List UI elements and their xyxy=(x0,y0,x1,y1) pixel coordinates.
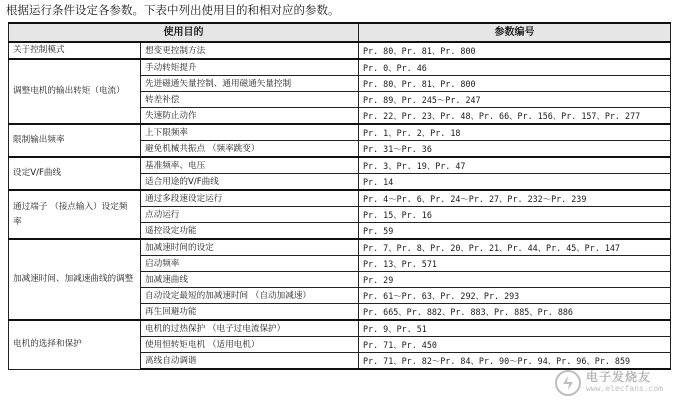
param-cell: Pr. 80、Pr. 81、Pr. 800 xyxy=(359,42,671,59)
purpose-cell: 转差补偿 xyxy=(141,92,359,108)
param-cell: Pr. 14 xyxy=(359,174,671,191)
watermark-name: 电子发烧友 xyxy=(585,370,651,384)
intro-text: 根据运行条件设定各参数。下表中列出使用目的和相对应的参数。 xyxy=(6,3,340,17)
purpose-cell: 自动设定最短的加减速时间 （自动加减速） xyxy=(141,288,359,304)
param-cell: Pr. 71、Pr. 450 xyxy=(359,337,671,353)
param-cell: Pr. 665、Pr. 882、Pr. 883、Pr. 885、Pr. 886 xyxy=(359,304,671,321)
category-cell: 加减速时间、加减速曲线的调整 xyxy=(9,239,141,320)
param-cell: Pr. 22、Pr. 23、Pr. 48、Pr. 66、Pr. 156、Pr. 157、Pr. 277 xyxy=(359,108,671,125)
purpose-cell: 失速防止动作 xyxy=(141,108,359,125)
purpose-cell: 加减速曲线 xyxy=(141,272,359,288)
param-cell: Pr. 0、Pr. 46 xyxy=(359,59,671,76)
param-cell: Pr. 59 xyxy=(359,223,671,240)
parameter-table xyxy=(8,22,671,370)
purpose-cell: 使用恒转矩电机 （适用电机） xyxy=(141,337,359,353)
purpose-cell: 避免机械共振点 （频率跳变） xyxy=(141,141,359,158)
table-body xyxy=(9,42,671,369)
param-cell: Pr. 71、Pr. 82～Pr. 84、Pr. 90～Pr. 94、Pr. 96、Pr. 859 xyxy=(359,353,671,370)
purpose-cell: 离线自动调谐 xyxy=(141,353,359,370)
param-cell: Pr. 31～Pr. 36 xyxy=(359,141,671,158)
category-cell: 电机的选择和保护 xyxy=(9,320,141,369)
purpose-cell: 通过多段速设定运行 xyxy=(141,190,359,207)
purpose-cell: 再生回避功能 xyxy=(141,304,359,321)
watermark xyxy=(554,369,663,397)
param-cell: Pr. 61～Pr. 63、Pr. 292、Pr. 293 xyxy=(359,288,671,304)
table-row xyxy=(9,157,671,174)
header-purpose: 使用目的 xyxy=(9,23,359,42)
purpose-cell: 手动转矩提升 xyxy=(141,59,359,76)
param-cell: Pr. 9、Pr. 51 xyxy=(359,320,671,337)
category-cell: 限制输出频率 xyxy=(9,124,141,157)
category-cell: 设定V/F曲线 xyxy=(9,157,141,190)
category-cell: 通过端子 （接点输入）设定频率 xyxy=(9,190,141,239)
purpose-cell: 适合用途的V/F曲线 xyxy=(141,174,359,191)
purpose-cell: 加减速时间的设定 xyxy=(141,239,359,256)
param-cell: Pr. 1、Pr. 2、Pr. 18 xyxy=(359,124,671,141)
elecfans-logo-icon xyxy=(554,369,582,397)
param-cell: Pr. 80、Pr. 81、Pr. 800 xyxy=(359,76,671,92)
purpose-cell: 遥控设定功能 xyxy=(141,223,359,240)
param-cell: Pr. 4～Pr. 6、Pr. 24～Pr. 27、Pr. 232～Pr. 239 xyxy=(359,190,671,207)
param-cell: Pr. 29 xyxy=(359,272,671,288)
purpose-cell: 先进磁通矢量控制、通用磁通矢量控制 xyxy=(141,76,359,92)
table-row xyxy=(9,239,671,256)
table-row xyxy=(9,124,671,141)
purpose-cell: 电机的过热保护 （电子过电流保护） xyxy=(141,320,359,337)
header-params: 参数编号 xyxy=(359,23,671,42)
purpose-cell: 想变更控制方法 xyxy=(141,42,359,59)
param-cell: Pr. 13、Pr. 571 xyxy=(359,256,671,272)
category-cell: 关于控制模式 xyxy=(9,42,141,59)
purpose-cell: 基准频率、电压 xyxy=(141,157,359,174)
param-cell: Pr. 89、Pr. 245～Pr. 247 xyxy=(359,92,671,108)
category-cell: 调整电机的输出转矩（电流） xyxy=(9,59,141,124)
purpose-cell: 启动频率 xyxy=(141,256,359,272)
table-row xyxy=(9,59,671,76)
purpose-cell: 上下限频率 xyxy=(141,124,359,141)
table-row xyxy=(9,320,671,337)
table-row xyxy=(9,190,671,207)
param-cell: Pr. 3、Pr. 19、Pr. 47 xyxy=(359,157,671,174)
table-header-row xyxy=(9,23,671,42)
watermark-url: www.elecfans.com xyxy=(585,384,663,393)
param-cell: Pr. 7、Pr. 8、Pr. 20、Pr. 21、Pr. 44、Pr. 45、Pr. 147 xyxy=(359,239,671,256)
param-cell: Pr. 15、Pr. 16 xyxy=(359,207,671,223)
table-row xyxy=(9,42,671,59)
purpose-cell: 点动运行 xyxy=(141,207,359,223)
